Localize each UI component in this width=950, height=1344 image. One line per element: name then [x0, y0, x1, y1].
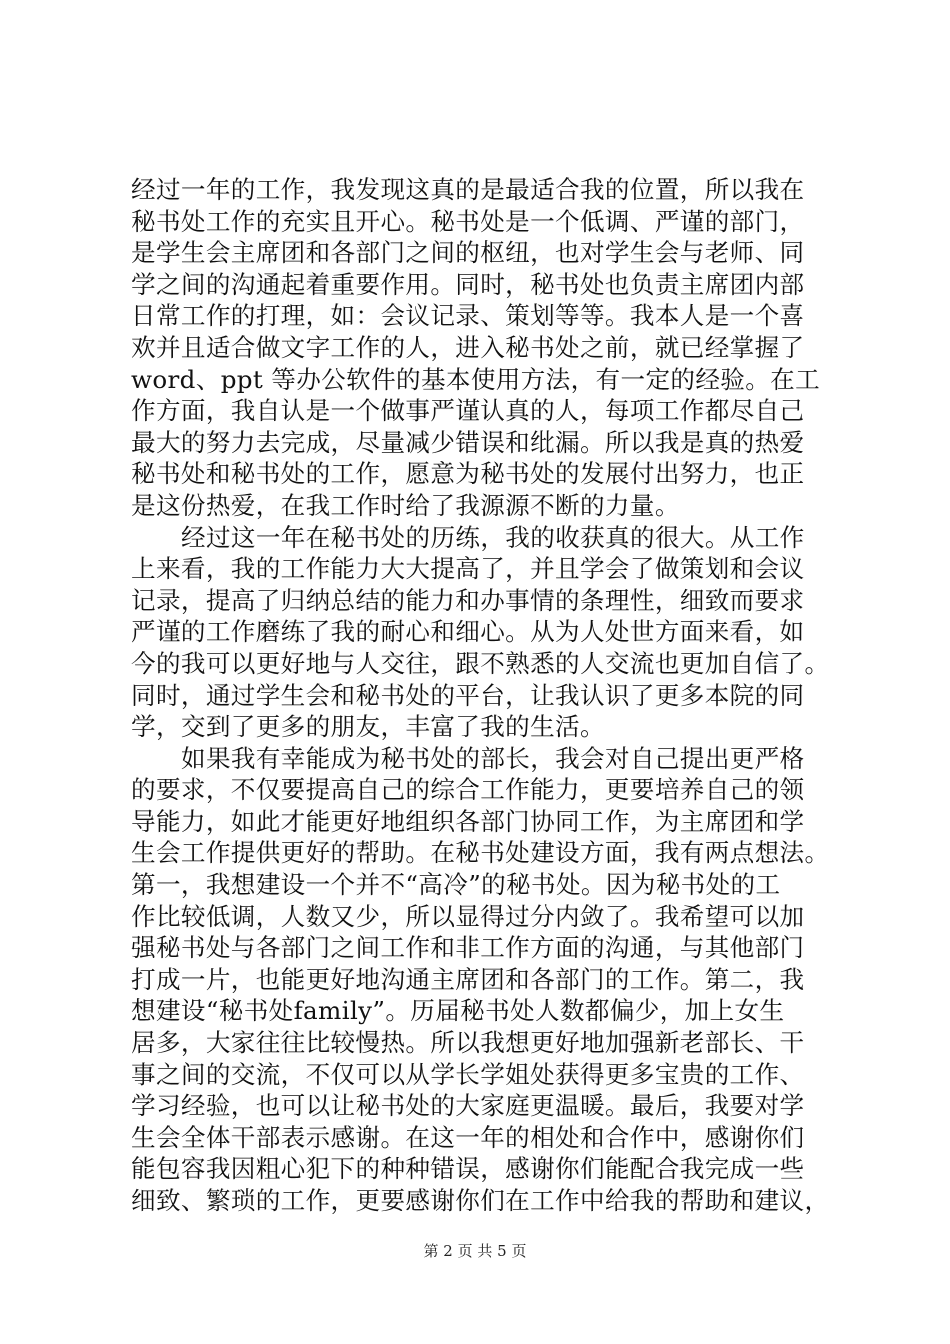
text-line: 想建设“秘书处family”。历届秘书处人数都偏少，加上女生 [131, 996, 785, 1026]
page-number-footer: 第 2 页 共 5 页 [423, 1242, 527, 1260]
text-line: 学习经验，也可以让秘书处的大家庭更温暖。最后，我要对学 [131, 1091, 805, 1121]
text-line: 欢并且适合做文字工作的人，进入秘书处之前，就已经掌握了 [131, 332, 805, 362]
text-line: 学，交到了更多的朋友，丰富了我的生活。 [131, 712, 605, 742]
text-line: 秘书处和秘书处的工作，愿意为秘书处的发展付出努力，也正 [131, 459, 805, 489]
text-line: 生会全体干部表示感谢。在这一年的相处和合作中，感谢你们 [131, 1122, 805, 1152]
document-body [131, 174, 831, 1217]
paragraph-1 [131, 174, 831, 522]
paragraph-3 [131, 743, 831, 1217]
text-line-indented: 经过这一年在秘书处的历练，我的收获真的很大。从工作 [181, 522, 805, 552]
text-line: 上来看，我的工作能力大大提高了，并且学会了做策划和会议 [131, 554, 805, 584]
text-line-indented: 如果我有幸能成为秘书处的部长，我会对自己提出更严格 [181, 743, 805, 773]
text-line: 日常工作的打理，如：会议记录、策划等等。我本人是一个喜 [131, 301, 805, 331]
text-line: 作比较低调，人数又少，所以显得过分内敛了。我希望可以加 [131, 901, 805, 931]
text-line: 生会工作提供更好的帮助。在秘书处建设方面，我有两点想法。 [131, 838, 830, 868]
text-line: 的要求，不仅要提高自己的综合工作能力，更要培养自己的领 [131, 775, 805, 805]
text-line: 是学生会主席团和各部门之间的枢纽，也对学生会与老师、同 [131, 238, 805, 268]
text-line: 第一，我想建设一个并不“高冷”的秘书处。因为秘书处的工 [131, 870, 781, 900]
text-line: 事之间的交流，不仅可以从学长学姐处获得更多宝贵的工作、 [131, 1059, 805, 1089]
text-line: 记录，提高了归纳总结的能力和办事情的条理性，细致而要求 [131, 585, 805, 615]
text-line: 能包容我因粗心犯下的种种错误，感谢你们能配合我完成一些 [131, 1154, 805, 1184]
text-line: word、ppt 等办公软件的基本使用方法，有一定的经验。在工 [131, 364, 821, 394]
text-line: 同时，通过学生会和秘书处的平台，让我认识了更多本院的同 [131, 680, 805, 710]
text-line: 学之间的沟通起着重要作用。同时，秘书处也负责主席团内部 [131, 269, 805, 299]
text-line: 居多，大家往往比较慢热。所以我想更好地加强新老部长、干 [131, 1028, 805, 1058]
text-line: 今的我可以更好地与人交往，跟不熟悉的人交流也更加自信了。 [131, 648, 830, 678]
text-line: 是这份热爱，在我工作时给了我源源不断的力量。 [131, 490, 680, 520]
text-line: 作方面，我自认是一个做事严谨认真的人，每项工作都尽自己 [131, 396, 805, 426]
paragraph-2 [131, 522, 831, 743]
text-line: 导能力，如此才能更好地组织各部门协同工作，为主席团和学 [131, 806, 805, 836]
text-line: 最大的努力去完成，尽量减少错误和纰漏。所以我是真的热爱 [131, 427, 805, 457]
text-line: 细致、繁琐的工作，更要感谢你们在工作中给我的帮助和建议， [131, 1186, 830, 1215]
text-line: 打成一片，也能更好地沟通主席团和各部门的工作。第二，我 [131, 964, 805, 994]
text-line: 严谨的工作磨练了我的耐心和细心。从为人处世方面来看，如 [131, 617, 805, 647]
text-line: 强秘书处与各部门之间工作和非工作方面的沟通，与其他部门 [131, 933, 805, 963]
text-line: 秘书处工作的充实且开心。秘书处是一个低调、严谨的部门， [131, 206, 805, 236]
text-line: 经过一年的工作，我发现这真的是最适合我的位置，所以我在 [131, 175, 805, 204]
